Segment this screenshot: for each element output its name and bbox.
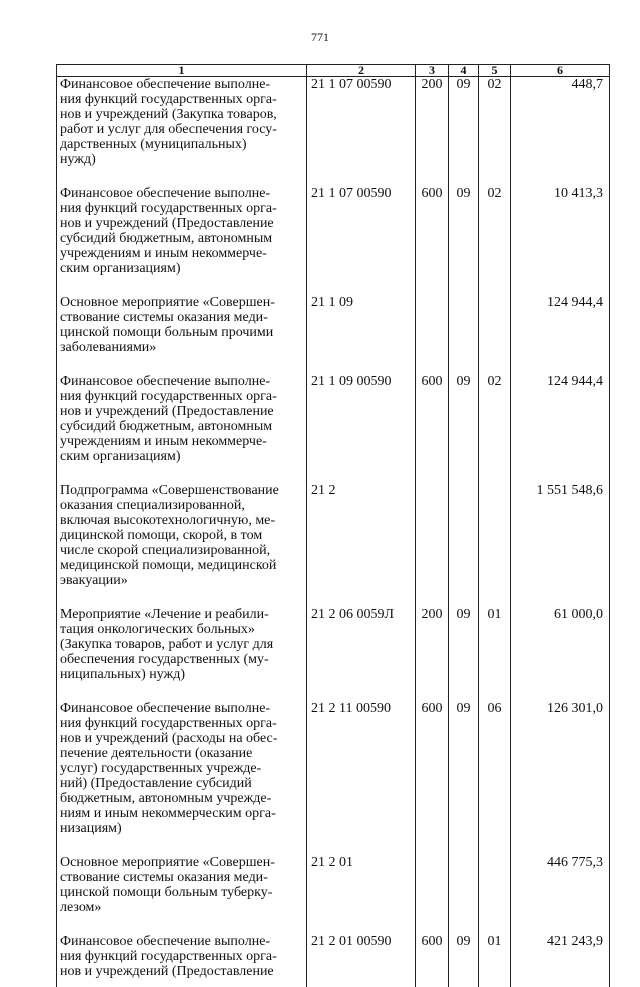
- column-header-5: 5: [479, 65, 511, 77]
- expense-type-code-cell: 600: [416, 934, 449, 987]
- item-name-cell: Основное мероприятие «Совершен- ствование системы оказания меди- цинской помощи больным туберку- лезом»: [57, 855, 307, 934]
- column-header-3: 3: [416, 65, 449, 77]
- classification-code-cell: 21 2 06 0059Л: [307, 607, 416, 701]
- item-name-cell: Финансовое обеспечение выполне- ния функций государственных орга- нов и учреждений (расходы на обес- печение деятельности (оказание услуг) государственных учрежде- ний) (Предоставление субсидий бюджетным, автономным учрежде- ниям и иным некоммерческим орга- низациям): [57, 701, 307, 855]
- classification-code-cell: 21 2 01 00590: [307, 934, 416, 987]
- section-code-cell: 09: [449, 607, 479, 701]
- classification-code-cell: 21 1 07 00590: [307, 77, 416, 187]
- table-row: [57, 374, 610, 483]
- expense-type-code-cell: 600: [416, 701, 449, 855]
- subsection-code-cell: 02: [479, 186, 511, 295]
- amount-cell: 124 944,4: [511, 295, 610, 374]
- subsection-code-cell: 01: [479, 934, 511, 987]
- table-row: [57, 295, 610, 374]
- section-code-cell: 09: [449, 77, 479, 187]
- subsection-code-cell: [479, 295, 511, 374]
- amount-cell: 61 000,0: [511, 607, 610, 701]
- section-code-cell: 09: [449, 374, 479, 483]
- table-body: [57, 77, 610, 987]
- budget-table: [56, 64, 610, 987]
- expense-type-code-cell: 200: [416, 77, 449, 187]
- section-code-cell: [449, 295, 479, 374]
- table-header: [57, 65, 610, 77]
- item-name-cell: Финансовое обеспечение выполне- ния функций государственных орга- нов и учреждений (Предоставление субсидий бюджетным, автономным учреждениям и иным некоммерче- ским организациям): [57, 374, 307, 483]
- table-row: [57, 701, 610, 855]
- subsection-code-cell: 06: [479, 701, 511, 855]
- subsection-code-cell: 02: [479, 77, 511, 187]
- subsection-code-cell: 01: [479, 607, 511, 701]
- section-code-cell: [449, 855, 479, 934]
- item-name-cell: Подпрограмма «Совершенствование оказания специализированной, включая высокотехнологичную, ме- дицинской помощи, скорой, в том числе скорой специализированной, медицинской помощи, медицинской эвакуации»: [57, 483, 307, 607]
- classification-code-cell: 21 1 09: [307, 295, 416, 374]
- table-row: [57, 186, 610, 295]
- item-name-cell: Финансовое обеспечение выполне- ния функций государственных орга- нов и учреждений (Предоставление субсидий бюджетным, автономным учреждениям и иным некоммерче- ским организациям): [57, 186, 307, 295]
- item-name-cell: Финансовое обеспечение выполне- ния функций государственных орга- нов и учреждений (Закупка товаров, работ и услуг для обеспечения госу- дарственных (муниципальных) нужд): [57, 77, 307, 187]
- section-code-cell: [449, 483, 479, 607]
- classification-code-cell: 21 2 11 00590: [307, 701, 416, 855]
- table-row: [57, 77, 610, 187]
- column-header-1: 1: [57, 65, 307, 77]
- amount-cell: 448,7: [511, 77, 610, 187]
- table-row: [57, 483, 610, 607]
- expense-type-code-cell: [416, 483, 449, 607]
- amount-cell: 1 551 548,6: [511, 483, 610, 607]
- classification-code-cell: 21 2: [307, 483, 416, 607]
- subsection-code-cell: [479, 855, 511, 934]
- table-row: [57, 934, 610, 987]
- section-code-cell: 09: [449, 701, 479, 855]
- section-code-cell: 09: [449, 934, 479, 987]
- classification-code-cell: 21 1 09 00590: [307, 374, 416, 483]
- subsection-code-cell: [479, 483, 511, 607]
- table-row: [57, 855, 610, 934]
- amount-cell: 446 775,3: [511, 855, 610, 934]
- expense-type-code-cell: 200: [416, 607, 449, 701]
- amount-cell: 126 301,0: [511, 701, 610, 855]
- amount-cell: 10 413,3: [511, 186, 610, 295]
- table-row: [57, 607, 610, 701]
- subsection-code-cell: 02: [479, 374, 511, 483]
- expense-type-code-cell: [416, 295, 449, 374]
- classification-code-cell: 21 1 07 00590: [307, 186, 416, 295]
- expense-type-code-cell: 600: [416, 374, 449, 483]
- classification-code-cell: 21 2 01: [307, 855, 416, 934]
- expense-type-code-cell: [416, 855, 449, 934]
- column-header-2: 2: [307, 65, 416, 77]
- page-number: 771: [0, 30, 640, 45]
- amount-cell: 421 243,9: [511, 934, 610, 987]
- item-name-cell: Основное мероприятие «Совершен- ствование системы оказания меди- цинской помощи больным прочими заболеваниями»: [57, 295, 307, 374]
- expense-type-code-cell: 600: [416, 186, 449, 295]
- column-header-4: 4: [449, 65, 479, 77]
- item-name-cell: Финансовое обеспечение выполне- ния функций государственных орга- нов и учреждений (Предоставление: [57, 934, 307, 987]
- item-name-cell: Мероприятие «Лечение и реабили- тация онкологических больных» (Закупка товаров, работ и услуг для обеспечения государственных (му- ниципальных) нужд): [57, 607, 307, 701]
- amount-cell: 124 944,4: [511, 374, 610, 483]
- section-code-cell: 09: [449, 186, 479, 295]
- column-header-6: 6: [511, 65, 610, 77]
